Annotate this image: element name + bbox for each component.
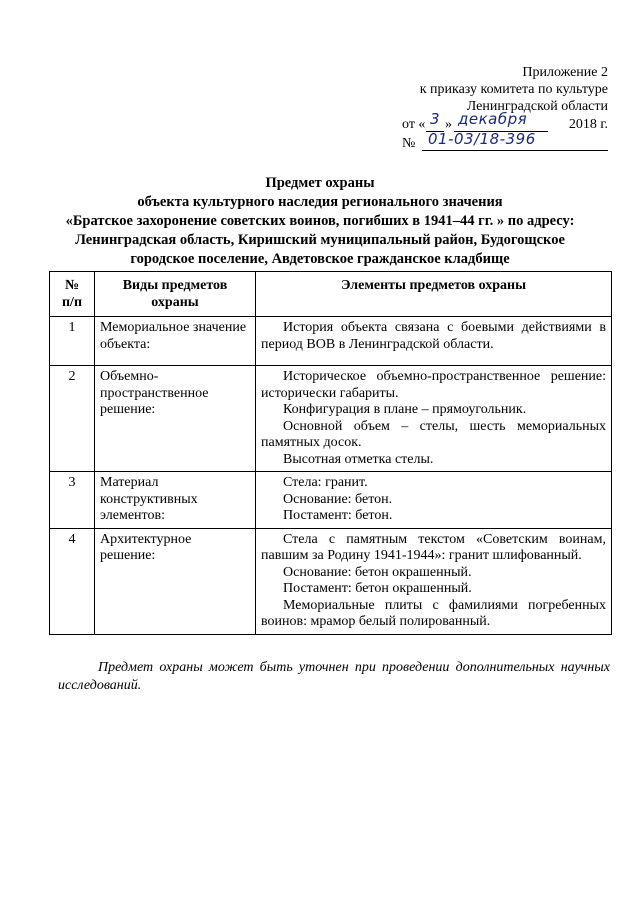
- table-row: [50, 317, 612, 366]
- row-kind: Материал конструктивных элементов:: [95, 472, 256, 529]
- row-elements: [256, 366, 612, 472]
- row-num: 2: [50, 366, 95, 472]
- row-num: 3: [50, 472, 95, 529]
- footnote: Предмет охраны может быть уточнен при проведении дополнительных научных исследований.: [58, 660, 610, 693]
- row-elements: [256, 472, 612, 529]
- row-num: 4: [50, 528, 95, 634]
- appendix-label: Приложение 2: [522, 65, 608, 80]
- element-item: Историческое объемно-пространственное решение: исторически габариты.: [261, 369, 606, 401]
- date-mid: »: [445, 117, 452, 132]
- row-elements: [256, 528, 612, 634]
- title-line-2: объекта культурного наследия регионального значения: [137, 194, 503, 210]
- header-elements: Элементы предметов охраны: [256, 272, 612, 317]
- row-kind: Объемно-пространственное решение:: [95, 366, 256, 472]
- table-row: [50, 472, 612, 529]
- row-num: 1: [50, 317, 95, 366]
- table-row: [50, 528, 612, 634]
- row-elements: [256, 317, 612, 366]
- region-line: Ленинградской области: [466, 99, 608, 114]
- row-kind: Мемориальное значение объекта:: [95, 317, 256, 366]
- table-row: [50, 366, 612, 472]
- table-header-row: [50, 272, 612, 317]
- number-underline: [422, 150, 608, 151]
- element-item: Конфигурация в плане – прямоугольник.: [283, 402, 527, 417]
- title-line-4: Ленинградская область, Киришский муниципальный район, Будогощское: [75, 232, 565, 248]
- element-item: Основание: бетон.: [283, 491, 393, 507]
- element-item: Стела: гранит.: [283, 475, 368, 490]
- date-prefix: от «: [402, 117, 426, 132]
- date-year: 2018 г.: [568, 117, 608, 132]
- element-item: История объекта связана с боевыми действиями в период ВОВ в Ленинградской области.: [261, 320, 606, 352]
- title-line-3: «Братское захоронение советских воинов, погибших в 1941–44 гг. » по адресу:: [65, 213, 575, 229]
- number-line: [402, 130, 608, 153]
- protection-table: [49, 271, 612, 635]
- header-num: № п/п: [50, 272, 95, 317]
- date-day-handwritten: 3: [430, 110, 441, 128]
- document-title: [60, 174, 580, 269]
- number-handwritten: 01-03/18-396: [428, 130, 536, 148]
- element-item: Стела с памятным текстом «Советским воинам, павшим за Родину 1941-1944»: гранит шлифованный.: [261, 531, 606, 563]
- title-line-5: городское поселение, Авдетовское гражданское кладбище: [130, 251, 510, 267]
- header-kind: Виды предметов охраны: [95, 272, 256, 317]
- title-line-1: Предмет охраны: [265, 175, 375, 191]
- document-header: [402, 64, 608, 153]
- element-item: Высотная отметка стелы.: [283, 451, 434, 467]
- element-item: Постамент: бетон окрашенный.: [283, 581, 472, 596]
- number-prefix: №: [402, 136, 416, 151]
- element-item: Основной объем – стелы, шесть мемориальных памятных досок.: [261, 418, 606, 450]
- date-month-handwritten: декабря: [458, 110, 528, 128]
- row-kind: Архитектурное решение:: [95, 528, 256, 634]
- element-item: Постамент: бетон.: [283, 508, 393, 523]
- order-line: к приказу комитета по культуре: [419, 82, 608, 97]
- element-item: Основание: бетон окрашенный.: [283, 564, 472, 580]
- element-item: Мемориальные плиты с фамилиями погребенных воинов: мрамор белый полированный.: [261, 597, 606, 629]
